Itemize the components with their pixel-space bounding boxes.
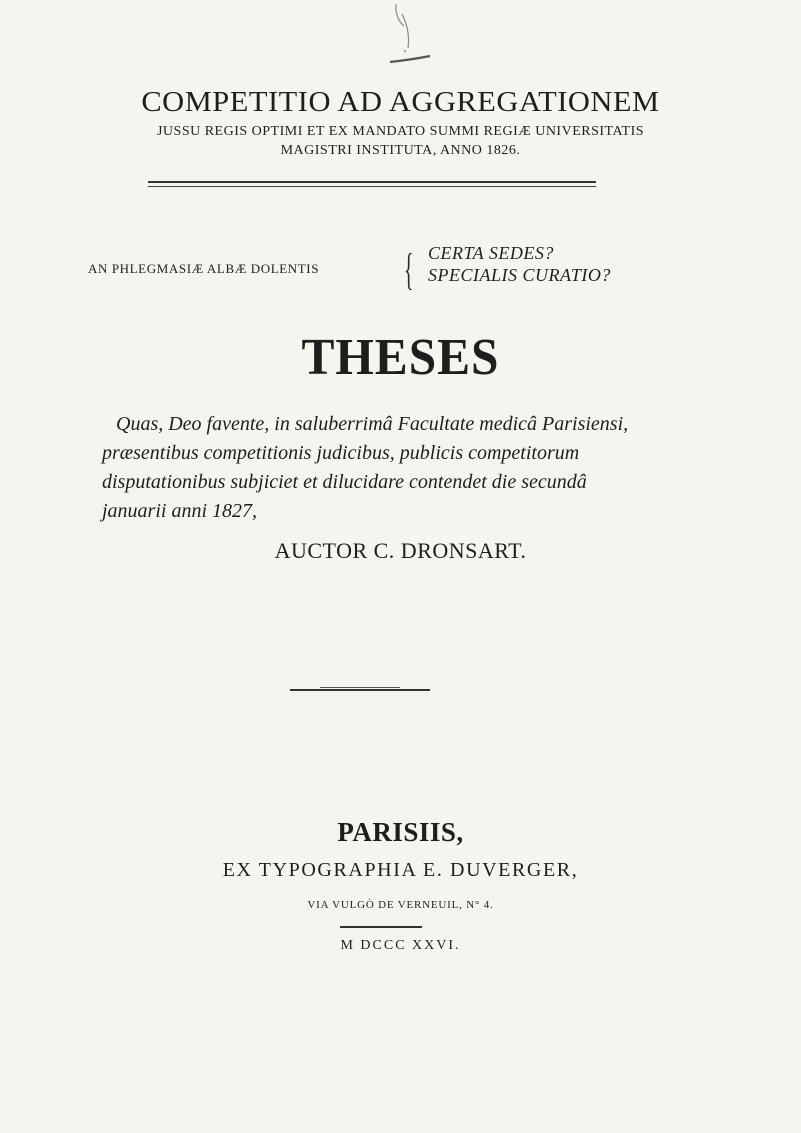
double-rule-divider [148,181,596,187]
handwritten-mark [368,0,438,70]
question-right [428,242,611,286]
imprint-date: M DCCC XXVI. [340,938,461,953]
short-divider [340,926,422,928]
paragraph-line-3: disputationibus subjiciet et dilucidare contendet die secundâ [102,471,587,493]
imprint-printer: EX TYPOGRAPHIA E. DUVERGER, [222,859,579,881]
mid-divider-accent [320,687,400,688]
imprint-city: PARISIIS, [337,817,464,847]
paragraph-line-1: Quas, Deo favente, in saluberrimâ Facultate medicâ Parisiensi, [116,413,629,435]
question-left: AN PHLEGMASIÆ ALBÆ DOLENTIS [88,261,320,276]
subtitle-line-1: JUSSU REGIS OPTIMI ET EX MANDATO SUMMI REGIÆ UNIVERSITATIS [156,124,645,139]
question-right-line-2: SPECIALIS CURATIO? [428,265,611,285]
paragraph-line-4: januarii anni 1827, [102,500,258,522]
paragraph-line-2: præsentibus competitionis judicibus, publicis competitorum [102,442,580,464]
author-line: AUCTOR C. DRONSART. [274,538,527,563]
theses-heading: THESES [301,329,500,386]
subtitle-line-2: MAGISTRI INSTITUTA, ANNO 1826. [280,143,521,158]
dedication-paragraph [102,410,662,526]
question-block [88,242,708,302]
imprint-address: VIA VULGÒ DE VERNEUIL, N° 4. [307,899,494,911]
question-right-line-1: CERTA SEDES? [428,243,554,263]
curly-brace: { [404,245,414,294]
mid-divider [290,689,430,691]
main-title: COMPETITIO AD AGGREGATIONEM [141,86,660,118]
